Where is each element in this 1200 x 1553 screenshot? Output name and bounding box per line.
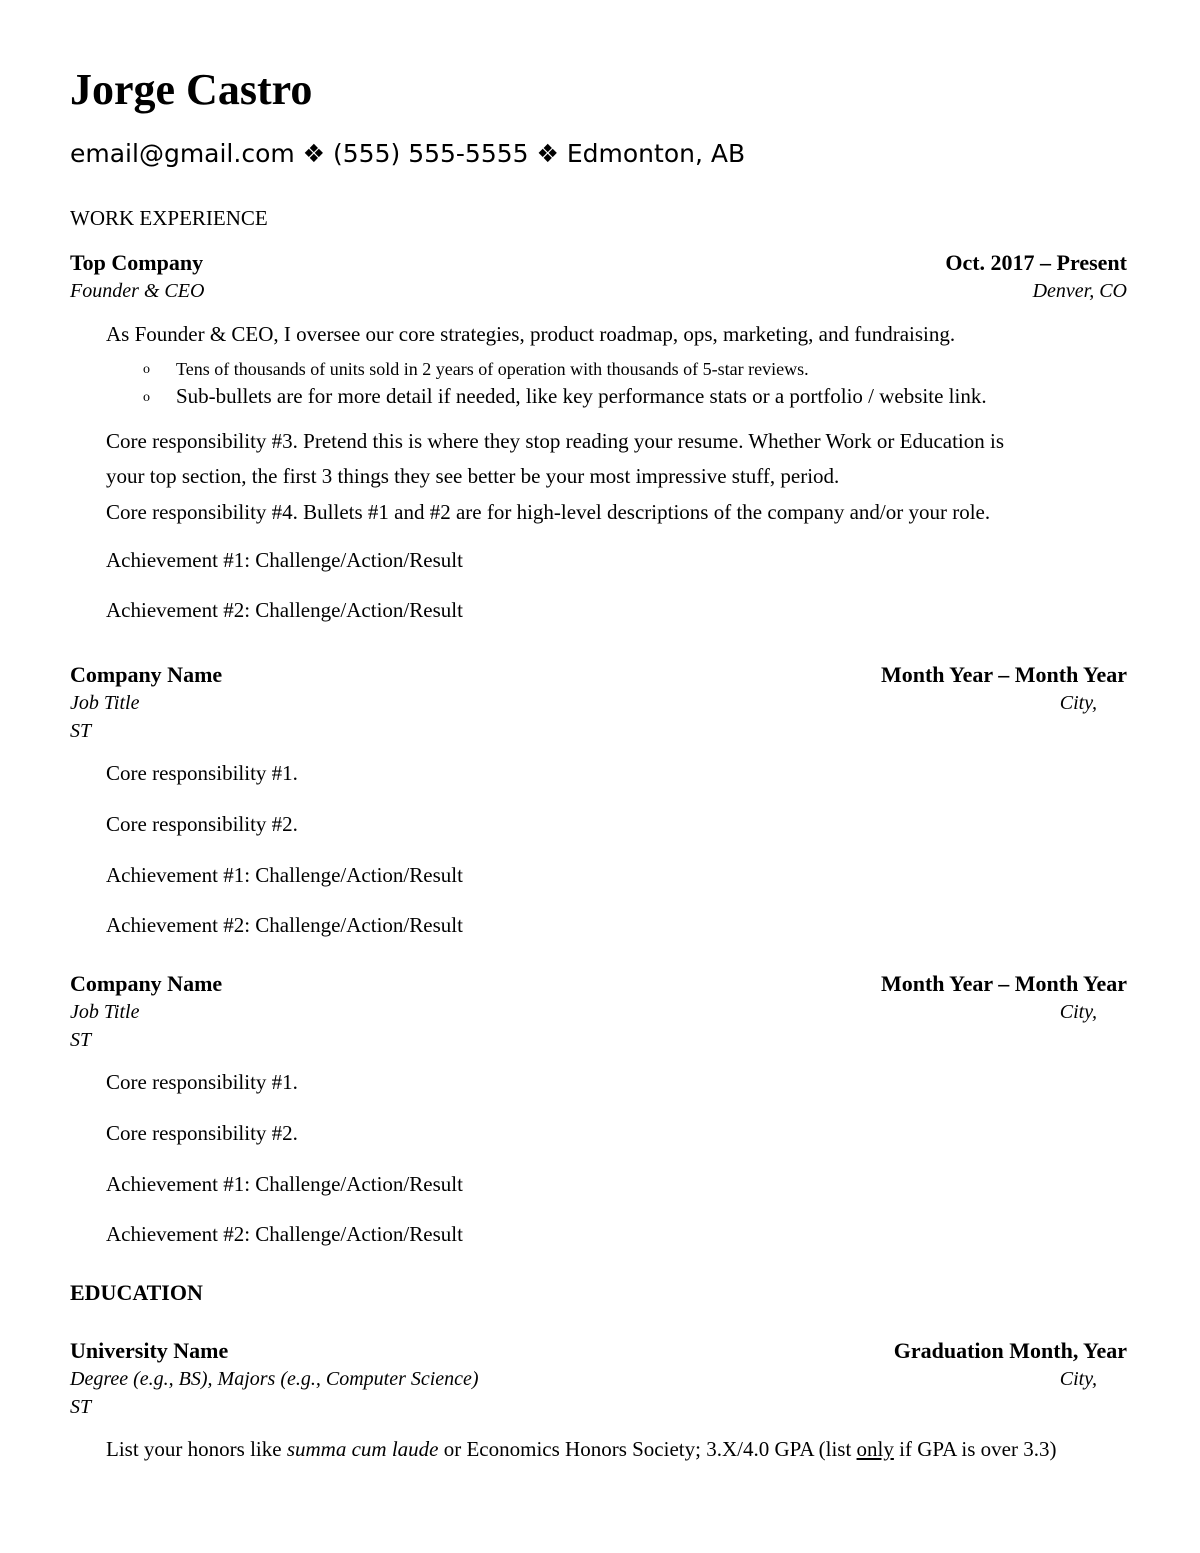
- job3-responsibility-1: Core responsibility #1.: [106, 1070, 298, 1094]
- education-degree: Degree (e.g., BS), Majors (e.g., Computer Science): [70, 1368, 479, 1390]
- education-school: University Name: [70, 1338, 229, 1363]
- job2-responsibility-1: Core responsibility #1.: [106, 761, 298, 785]
- job1-sub-bullet-2: Sub-bullets are for more detail if needed, like key performance stats or a portfolio / website link.: [176, 384, 987, 408]
- job1-responsibility-3-line-1: Core responsibility #3. Pretend this is where they stop reading your resume. Whether Work or Education is: [106, 429, 1005, 453]
- contact-line: email@gmail.com ❖ (555) 555-5555 ❖ Edmonton, AB: [70, 139, 746, 168]
- education-location-state: ST: [70, 1396, 92, 1418]
- job1-summary: As Founder & CEO, I oversee our core strategies, product roadmap, ops, marketing, and fundraising.: [106, 322, 956, 346]
- job3-dates: Month Year – Month Year: [880, 971, 1127, 996]
- honors-text-middle: or Economics Honors Society; 3.X/4.0 GPA (list: [438, 1437, 857, 1461]
- job1-title: Founder & CEO: [70, 280, 205, 302]
- job1-dates: Oct. 2017 – Present: [945, 250, 1127, 275]
- honors-emphasis-only: only: [856, 1437, 894, 1461]
- education-location-city: City,: [1059, 1368, 1097, 1390]
- sub-bullet-marker: o: [143, 390, 150, 405]
- job3-title: Job Title: [70, 1001, 140, 1023]
- job3-location-city: City,: [1059, 1001, 1097, 1023]
- honors-text-start: List your honors like: [106, 1437, 287, 1461]
- honors-text-end: if GPA is over 3.3): [893, 1437, 1057, 1461]
- job1-achievement-1: Achievement #1: Challenge/Action/Result: [106, 548, 463, 572]
- job2-company: Company Name: [70, 662, 223, 687]
- honors-latin-phrase: summa cum laude: [286, 1437, 439, 1461]
- job1-responsibility-4: Core responsibility #4. Bullets #1 and #2 are for high-level descriptions of the company and/or your role.: [106, 500, 991, 524]
- education-honors: [106, 1435, 1056, 1463]
- job2-achievement-2: Achievement #2: Challenge/Action/Result: [106, 913, 463, 937]
- job1-location: Denver, CO: [1032, 280, 1127, 302]
- job3-responsibility-2: Core responsibility #2.: [106, 1121, 298, 1145]
- job2-responsibility-2: Core responsibility #2.: [106, 812, 298, 836]
- job2-location-state: ST: [70, 720, 92, 742]
- job2-achievement-1: Achievement #1: Challenge/Action/Result: [106, 863, 463, 887]
- section-heading-work: WORK EXPERIENCE: [70, 206, 268, 230]
- job3-location-state: ST: [70, 1029, 92, 1051]
- job1-achievement-2: Achievement #2: Challenge/Action/Result: [106, 598, 463, 622]
- job1-company: Top Company: [70, 250, 204, 275]
- resume-name: Jorge Castro: [70, 65, 313, 114]
- sub-bullet-marker: o: [143, 362, 150, 377]
- job1-responsibility-3-line-2: your top section, the first 3 things they see better be your most impressive stuff, period.: [106, 464, 840, 488]
- job2-title: Job Title: [70, 692, 140, 714]
- job2-dates: Month Year – Month Year: [880, 662, 1127, 687]
- job3-achievement-2: Achievement #2: Challenge/Action/Result: [106, 1222, 463, 1246]
- job2-location-city: City,: [1059, 692, 1097, 714]
- job1-sub-bullet-1: Tens of thousands of units sold in 2 years of operation with thousands of 5-star reviews.: [176, 359, 809, 379]
- job3-company: Company Name: [70, 971, 223, 996]
- education-graduation-date: Graduation Month, Year: [893, 1338, 1127, 1363]
- job3-achievement-1: Achievement #1: Challenge/Action/Result: [106, 1172, 463, 1196]
- section-heading-education: EDUCATION: [70, 1280, 203, 1305]
